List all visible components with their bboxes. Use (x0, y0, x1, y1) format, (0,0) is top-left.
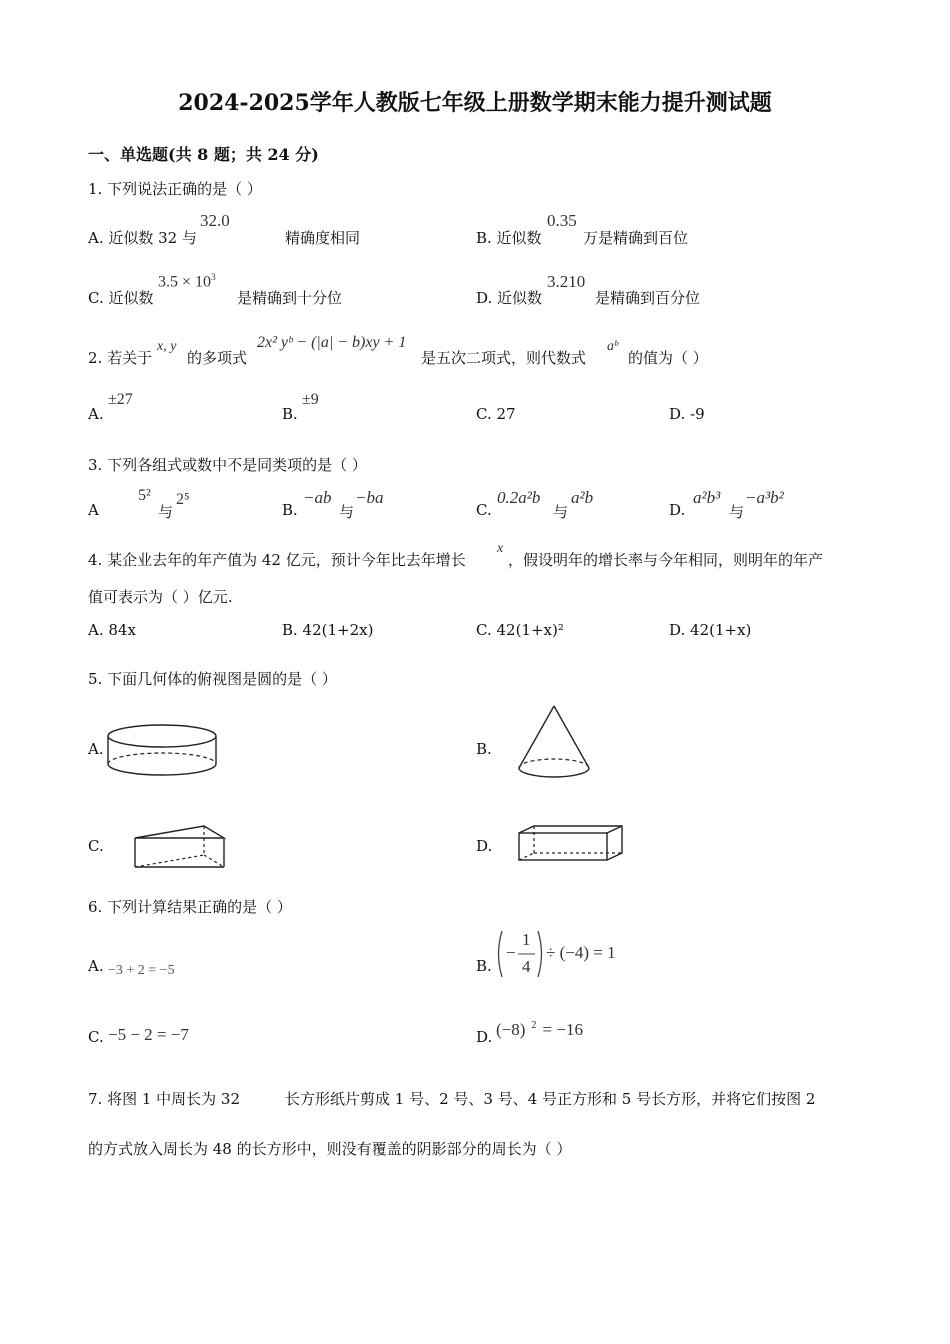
q5-option-b-label: B. (476, 740, 492, 758)
q6-option-b-rest: ÷ (−4) = 1 (546, 943, 616, 962)
question-7-line2: 的方式放入周长为 48 的长方形中，则没有覆盖的阴影部分的周长为（ ） (88, 1140, 572, 1158)
q6-option-d-math: (−8) $^2$ = −16 (496, 1020, 583, 1039)
question-4-line1-pre: 4. 某企业去年的年产值为 42 亿元，预计今年比去年增长 (88, 551, 466, 569)
question-1-stem: 1. 下列说法正确的是（ ） (88, 180, 262, 198)
q1-option-d-label: D. 近似数 (476, 289, 543, 307)
question-5-stem: 5. 下面几何体的俯视图是圆的是（ ） (88, 670, 337, 688)
q4-option-c: C. 42(1+x)² (476, 621, 564, 639)
q3-option-b-m2: −ba (355, 488, 384, 507)
q3-option-d-m2: −a³b² (745, 488, 784, 507)
q2-option-c: C. 27 (476, 405, 516, 423)
q2-option-b-label: B. (282, 405, 298, 423)
fraction-bar (518, 953, 536, 955)
q3-option-d-m1: a²b³ (693, 488, 721, 507)
cone-figure (516, 704, 596, 780)
right-paren-icon (536, 930, 546, 978)
q3-option-c-yu: 与 (553, 503, 569, 521)
q3-option-b-label: B. (282, 501, 298, 519)
q2-vars: x, y (157, 339, 177, 354)
q5-option-a-label: A. (88, 740, 104, 758)
q1-option-a-math: 32.0 (200, 211, 230, 230)
question-2-pre: 2. 若关于 (88, 349, 153, 367)
q5-option-c-label: C. (88, 837, 104, 855)
q6-option-a-label: A. (88, 957, 104, 975)
q3-option-a-m1: 5² (138, 487, 151, 504)
q6-option-c-math: −5 − 2 = −7 (108, 1025, 189, 1044)
page-title: 2024-2025学年人教版七年级上册数学期末能力提升测试题 (178, 90, 772, 116)
q1-option-b-tail: 万是精确到百位 (583, 229, 689, 247)
q4-option-b: B. 42(1+2x) (282, 621, 374, 639)
triangular-prism-figure (132, 822, 228, 870)
q3-option-c-label: C. (476, 501, 492, 519)
q3-option-a-yu: 与 (158, 503, 174, 521)
q6-option-d-label: D. (476, 1028, 493, 1046)
q5-option-d-label: D. (476, 837, 493, 855)
q1-option-a-label: A. 近似数 32 与 (88, 229, 197, 247)
q3-option-a-label: A (88, 501, 99, 519)
q2-expression: 2x² yᵇ − (|a| − b)xy + 1 (257, 334, 407, 351)
question-3-stem: 3. 下列各组式或数中不是同类项的是（ ） (88, 456, 367, 474)
q2-power: aᵇ (607, 339, 618, 354)
question-4-line2: 值可表示为（ ）亿元. (88, 588, 233, 606)
question-7-line1-post: 长方形纸片剪成 1 号、2 号、3 号、4 号正方形和 5 号长方形，并将它们按图 2 (285, 1090, 816, 1108)
q1-option-c-tail: 是精确到十分位 (237, 289, 343, 307)
q1-option-d-tail: 是精确到百分位 (595, 289, 701, 307)
q1-option-a-tail: 精确度相同 (285, 229, 361, 247)
question-7-line1-pre: 7. 将图 1 中周长为 32 (88, 1090, 241, 1108)
q3-option-c-m2: a²b (571, 488, 594, 507)
q3-option-d-yu: 与 (729, 503, 745, 521)
q1-option-b-math: 0.35 (547, 211, 577, 230)
q2-mid: 的多项式 (187, 349, 248, 367)
q3-option-b-m1: −ab (303, 488, 332, 507)
q6-option-b-label: B. (476, 957, 492, 975)
q2-option-a-math: ±27 (108, 391, 133, 408)
q1-option-b-label: B. 近似数 (476, 229, 542, 247)
q1-option-c-math: $3.5 \times 10^3$ (158, 272, 216, 291)
question-6-stem: 6. 下列计算结果正确的是（ ） (88, 898, 292, 916)
q3-option-b-yu: 与 (339, 503, 355, 521)
q4-option-a: A. 84x (88, 621, 136, 639)
q4-option-d: D. 42(1+x) (669, 621, 752, 639)
q6-option-c-label: C. (88, 1028, 104, 1046)
q6-option-a-math: −3 + 2 = −5 (108, 963, 175, 978)
q6-option-b-numerator: 1 (522, 930, 531, 949)
q1-option-d-math: 3.210 (547, 272, 586, 291)
q6-option-b-denominator: 4 (522, 957, 531, 976)
q2-option-a-label: A. (88, 405, 104, 423)
q3-option-d-label: D. (669, 501, 686, 519)
question-4-line1-post: ，假设明年的增长率与今年相同，则明年的年产 (508, 551, 824, 569)
q2-option-d: D. -9 (669, 405, 705, 423)
q6-option-b-minus: − (506, 943, 516, 962)
cuboid-figure (516, 824, 628, 864)
cylinder-figure (104, 722, 224, 782)
q2-end: 的值为（ ） (628, 349, 708, 367)
q3-option-a-m2: 2⁵ (176, 491, 190, 508)
q2-post: 是五次二项式，则代数式 (421, 349, 587, 367)
q4-var: x (497, 541, 504, 556)
q3-option-c-m1: 0.2a²b (497, 488, 541, 507)
left-paren-icon (494, 930, 504, 978)
section-heading: 一、单选题(共 8 题；共 24 分) (88, 145, 319, 164)
q2-option-b-math: ±9 (302, 391, 319, 408)
q1-option-c-label: C. 近似数 (88, 289, 154, 307)
